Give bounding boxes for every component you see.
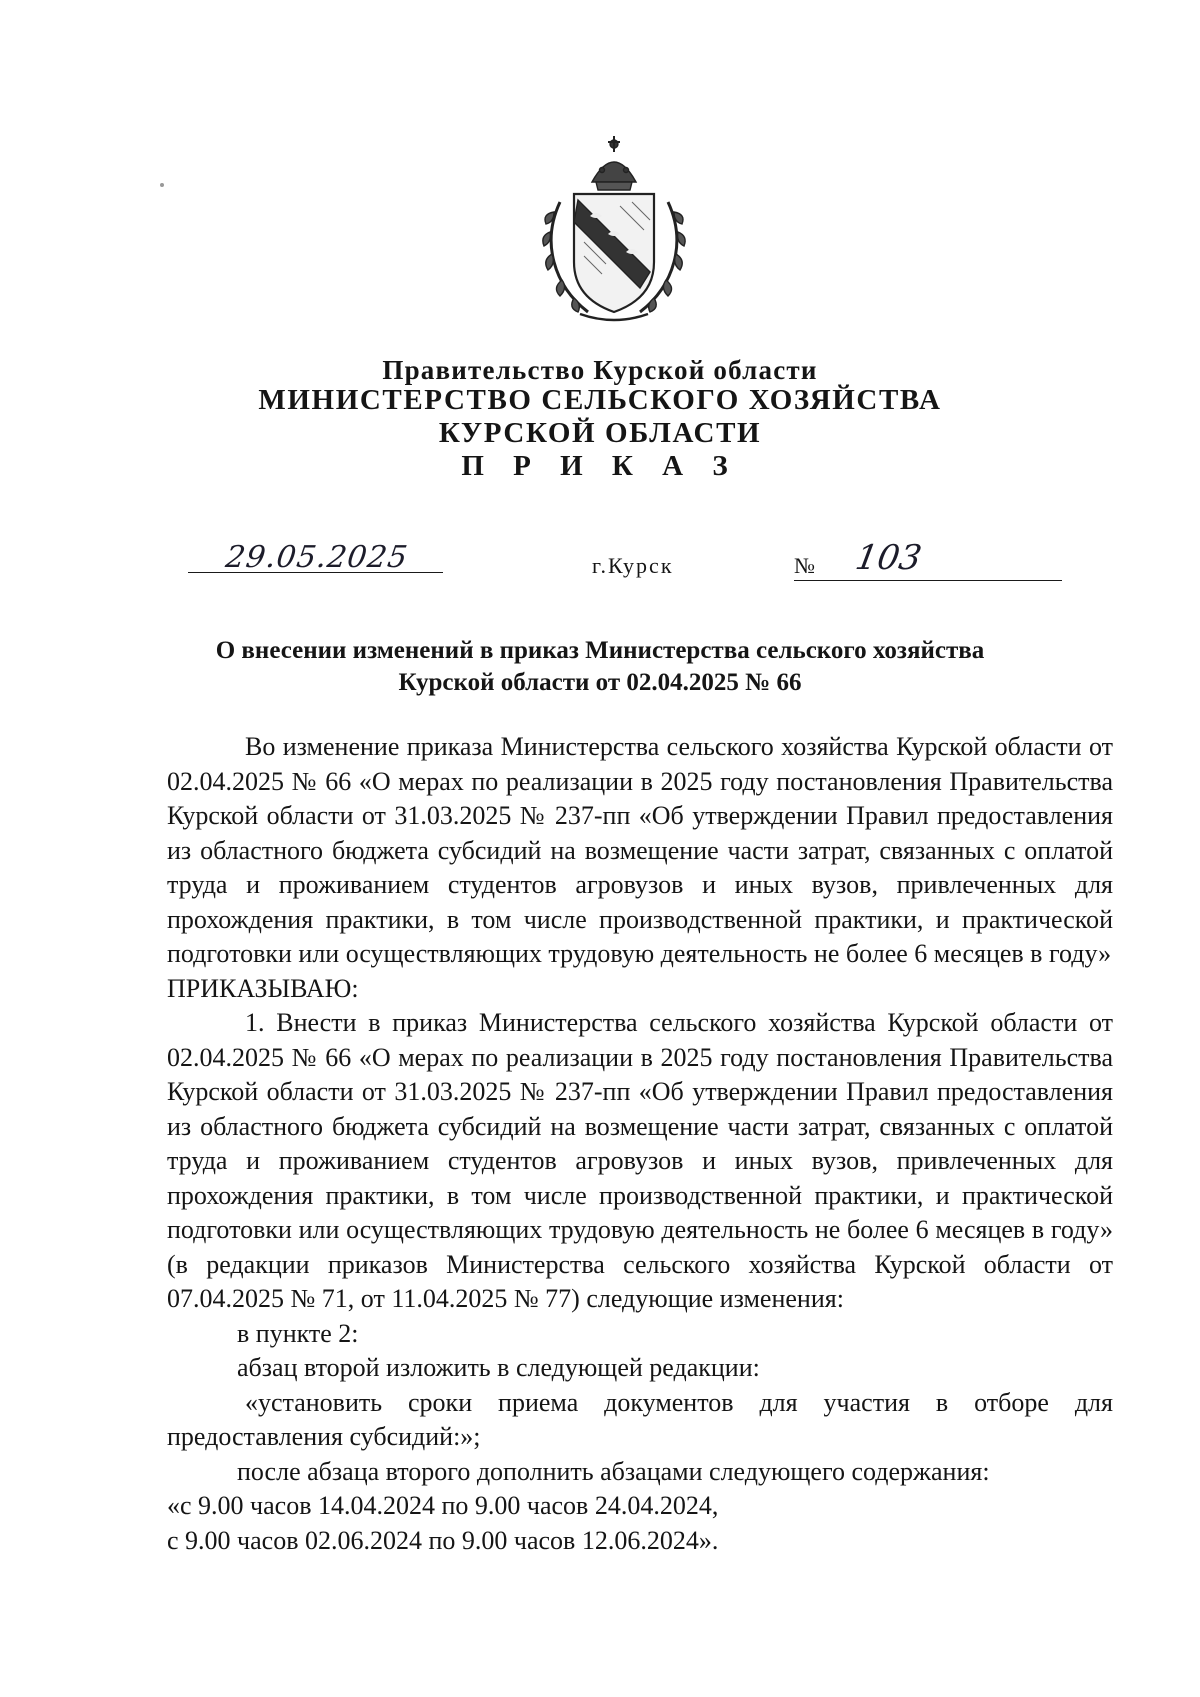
order-city: г.Курск bbox=[592, 553, 674, 578]
order-number: 103 bbox=[852, 538, 925, 578]
period-1: «с 9.00 часов 14.04.2024 по 9.00 часов 24.04.2024, bbox=[167, 1491, 719, 1520]
item-1-addition: после абзаца второго дополнить абзацами следующего содержания: bbox=[237, 1456, 990, 1486]
order-directive: ПРИКАЗЫВАЮ: bbox=[167, 973, 359, 1003]
order-title-line-1: О внесении изменений в приказ Министерства сельского хозяйства bbox=[215, 637, 985, 664]
item-1-paragraph: 1. Внести в приказ Министерства сельского хозяйства Курской области от 02.04.2025 № 66 «О мерах по реализации в 2025 году постановления Правительства Курской области от 31.03.2025 № 237-пп «Об утверждении Правил предоставления из областного бюджета субсидий на возмещение части затрат, связанных с оплатой труда и проживанием студентов агровузов и иных вузов, привлеченных для прохождения практики, в том числе производственной практики, и практической подготовки или осуществляющих трудовую деятельность не более 6 месяцев в году» (в редакции приказов Министерства сельского хозяйства Курской области от 07.04.2025 № 71, от 11.04.2025 № 77) следующие изменения: bbox=[167, 1008, 1113, 1313]
item-1-new-text: «установить сроки приема документов для участия в отборе для предоставления субсидий:»; bbox=[167, 1387, 1113, 1451]
kursk-coat-of-arms-icon bbox=[540, 132, 688, 328]
order-date: 29.05.2025 bbox=[223, 540, 411, 575]
government-name: Правительство Курской области bbox=[382, 355, 818, 385]
order-body bbox=[167, 730, 1113, 1558]
document-type: П Р И К А З bbox=[461, 450, 739, 482]
number-underline bbox=[794, 580, 1062, 581]
order-title-line-2: Курской области от 02.04.2025 № 66 bbox=[398, 669, 802, 696]
scan-speck bbox=[160, 183, 164, 187]
number-sign: № bbox=[794, 553, 815, 578]
period-2: с 9.00 часов 02.06.2024 по 9.00 часов 12.06.2024». bbox=[167, 1525, 719, 1555]
region-name: КУРСКОЙ ОБЛАСТИ bbox=[438, 417, 762, 449]
item-1-point-2: в пункте 2: bbox=[237, 1318, 359, 1348]
ministry-name: МИНИСТЕРСТВО СЕЛЬСКОГО ХОЗЯЙСТВА bbox=[258, 384, 942, 416]
preamble-paragraph: Во изменение приказа Министерства сельского хозяйства Курской области от 02.04.2025 № 66 «О мерах по реализации в 2025 году постановления Правительства Курской области от 31.03.2025 № 237-пп «Об утверждении Правил предоставления из областного бюджета субсидий на возмещение части затрат, связанных с оплатой труда и проживанием студентов агровузов и иных вузов, привлеченных для прохождения практики, в том числе производственной практики, и практической подготовки или осуществляющих трудовую деятельность не более 6 месяцев в году» bbox=[167, 732, 1113, 968]
date-underline bbox=[188, 572, 443, 573]
item-1-instruction: абзац второй изложить в следующей редакции: bbox=[237, 1353, 760, 1382]
